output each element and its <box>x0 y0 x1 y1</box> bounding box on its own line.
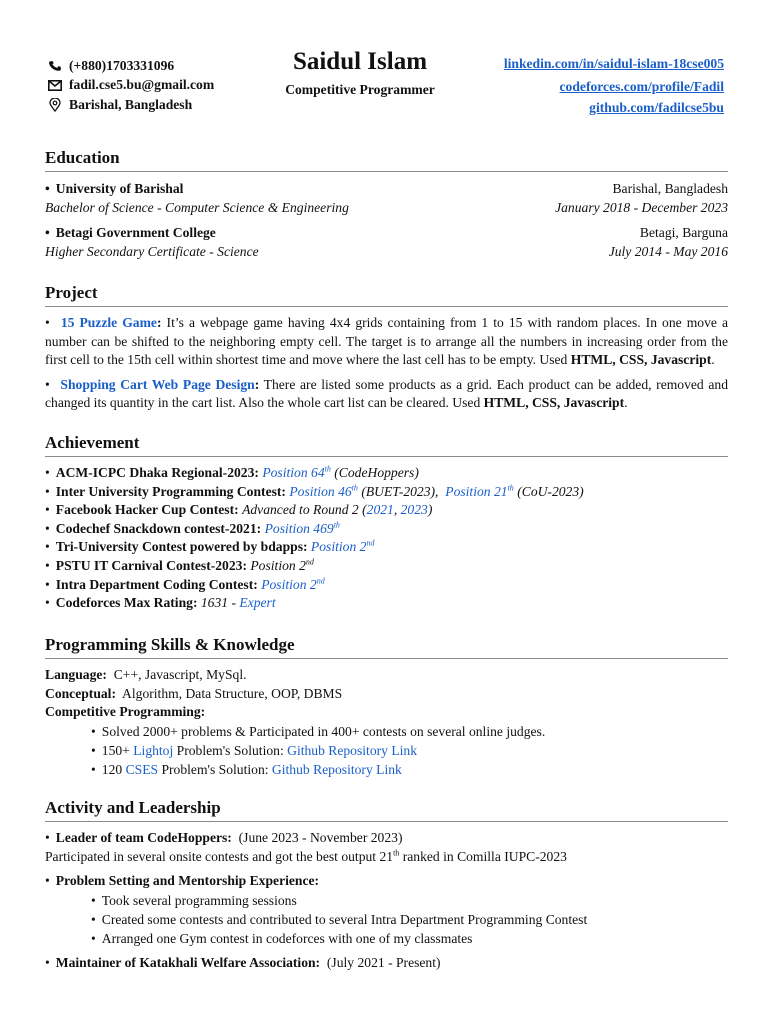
activity-item: • Problem Setting and Mentorship Experience: <box>45 873 320 889</box>
achievement-item: • Tri-University Contest powered by bdapps: Position 2nd <box>45 538 375 555</box>
section-title: Programming Skills & Knowledge <box>45 635 728 659</box>
github-repo-link[interactable]: Github Repository Link <box>271 761 402 777</box>
project-item: • Shopping Cart Web Page Design: There are listed some products as a grid. Each product can be added, removed and changed its quantity in the cart list. Also the whole cart list can be cleared. Used HTML, CSS, Javascript. <box>45 376 728 410</box>
codeforces-link[interactable]: codeforces.com/profile/Fadil <box>559 79 724 94</box>
list-item: • Created some contests and contributed to several Intra Department Programming Contest <box>91 911 588 927</box>
achievement-item: • Codeforces Max Rating: 1631 - Expert <box>45 595 276 611</box>
section-title: Activity and Leadership <box>45 798 728 822</box>
project-tech: HTML, CSS, Javascript <box>483 395 625 410</box>
position-link[interactable]: Position 469th <box>264 520 340 536</box>
location-text: Barishal, Bangladesh <box>69 96 193 112</box>
profile-links <box>504 56 724 121</box>
map-pin-icon <box>47 98 63 112</box>
position-link[interactable]: Position 2nd <box>310 538 375 555</box>
education-item <box>45 179 728 217</box>
activity-item: • Maintainer of Katakhali Welfare Association: (July 2021 - Present) <box>45 954 441 970</box>
project-name-link[interactable]: Shopping Cart Web Page Design <box>60 376 255 392</box>
rank-link[interactable]: Expert <box>239 595 276 611</box>
phone-icon <box>47 60 63 72</box>
school-name: • University of Barishal <box>45 181 184 196</box>
position-link[interactable]: Position 21th <box>445 483 514 499</box>
achievement-item: • Inter University Programming Contest: Position 46th (BUET-2023), Position 21th (CoU-2023) <box>45 483 584 499</box>
github-link[interactable]: github.com/fadilcse5bu <box>589 100 724 115</box>
position-link[interactable]: Position 46th <box>289 483 358 499</box>
position-text: Position 2nd <box>250 557 314 573</box>
name-block <box>260 46 460 98</box>
activity-desc: Participated in several onsite contests and got the best output 21th ranked in Comilla IUPC-2023 <box>45 848 567 864</box>
project-section <box>45 283 728 413</box>
school-name: • Betagi Government College <box>45 225 216 240</box>
linkedin-link[interactable]: linkedin.com/in/saidul-islam-18cse005 <box>503 56 724 71</box>
contact-info <box>47 56 214 115</box>
language-line: Language: C++, Javascript, MySql. <box>45 667 247 682</box>
achievement-item: • Codechef Snackdown contest-2021: Position 469th <box>45 520 340 536</box>
section-title: Achievement <box>45 433 728 457</box>
achievement-item: • ACM-ICPC Dhaka Regional-2023: Position 64th (CodeHoppers) <box>45 464 419 480</box>
section-title: Education <box>45 148 728 172</box>
activity-item: • Leader of team CodeHoppers: (June 2023 - November 2023) <box>45 830 403 845</box>
phone-text: (+880)1703331096 <box>69 57 175 73</box>
list-item: • Solved 2000+ problems & Participated in 400+ contests on several online judges. <box>91 723 546 739</box>
year-link[interactable]: 2023 <box>400 502 428 518</box>
mentorship-list <box>45 891 728 948</box>
list-item: • 150+ Lightoj Problem's Solution: Github Repository Link <box>91 742 418 758</box>
cses-link[interactable]: CSES <box>125 761 159 777</box>
achievement-item: • Intra Department Coding Contest: Position 2nd <box>45 576 325 592</box>
education-item <box>45 223 728 261</box>
envelope-icon <box>47 80 63 91</box>
project-desc: There are listed some products as a grid. Each product can be added, removed and changed its quantity in the cart list. Also the whole cart list can be cleared. Used <box>45 376 728 410</box>
degree: Higher Secondary Certificate - Science <box>45 244 259 259</box>
project-item: • 15 Puzzle Game: It’s a webpage game having 4x4 grids containing from 1 to 15 with random places. In one move a number can be shifted to the neighboring empty cell. The target is to arrange all the numbers in increasing order from the first cell to the 15th cell within shortest time and move where the last cell has to be empty. Used HTML, CSS, Javascript. <box>45 315 728 367</box>
project-name-link[interactable]: 15 Puzzle Game <box>60 315 157 330</box>
conceptual-line: Conceptual: Algorithm, Data Structure, OOP, DBMS <box>45 685 343 701</box>
person-role: Competitive Programmer <box>285 82 435 97</box>
github-repo-link[interactable]: Github Repository Link <box>287 742 418 758</box>
dates: January 2018 - December 2023 <box>555 200 728 215</box>
skills-section <box>45 635 728 779</box>
email-line <box>47 76 214 96</box>
list-item: • Arranged one Gym contest in codeforces with one of my classmates <box>91 930 473 946</box>
dates: July 2014 - May 2016 <box>608 244 728 259</box>
section-title: Project <box>45 283 728 307</box>
list-item: • Took several programming sessions <box>91 892 297 908</box>
email-text[interactable]: fadil.cse5.bu@gmail.com <box>69 77 215 93</box>
project-desc: It’s a webpage game having 4x4 grids containing from 1 to 15 with random places. In one move a number can be shifted to the neighboring empty cell. The target is to arrange all the numbers in increasing order from the first cell to the 15th cell within shortest time and move where the last cell has to be empty. Used <box>45 315 728 367</box>
phone-line <box>47 56 214 76</box>
school-place: Barishal, Bangladesh <box>612 181 728 196</box>
location-line <box>47 95 214 115</box>
education-section <box>45 148 728 261</box>
year-link[interactable]: 2021 <box>366 502 394 518</box>
cp-label: Competitive Programming: <box>45 704 206 720</box>
lightoj-link[interactable]: Lightoj <box>133 742 174 758</box>
degree: Bachelor of Science - Computer Science & Engineering <box>45 200 349 215</box>
person-name: Saidul Islam <box>292 48 428 75</box>
position-link[interactable]: Position 64th <box>262 464 331 480</box>
cp-list <box>45 722 728 779</box>
achievement-item: • PSTU IT Carnival Contest-2023: Position 2nd <box>45 557 314 573</box>
list-item: • 120 CSES Problem's Solution: Github Repository Link <box>91 761 402 777</box>
position-link[interactable]: Position 2nd <box>261 576 325 592</box>
achievement-item: • Facebook Hacker Cup Contest: Advanced to Round 2 (2021, 2023) <box>45 502 433 518</box>
activity-section <box>45 798 728 972</box>
school-place: Betagi, Barguna <box>639 225 728 240</box>
project-tech: HTML, CSS, Javascript <box>570 352 712 367</box>
achievement-section <box>45 433 728 613</box>
